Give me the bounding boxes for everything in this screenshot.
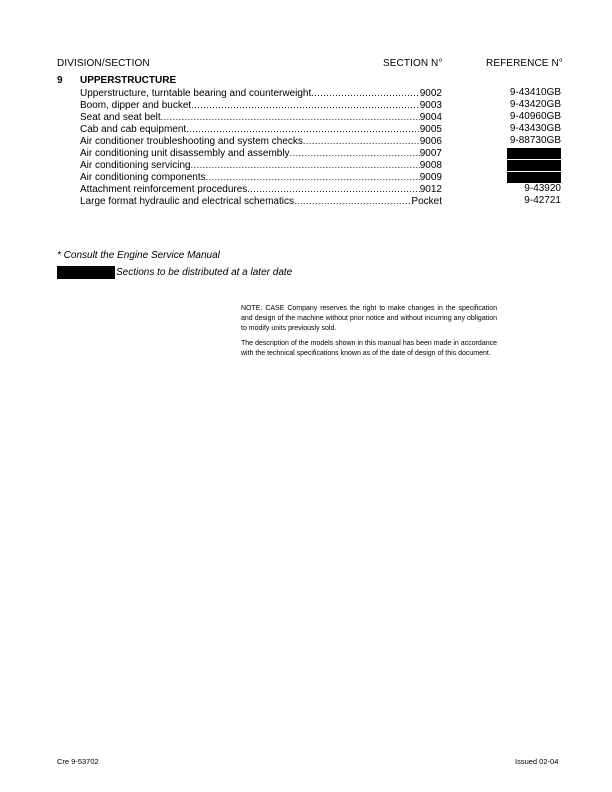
toc-row-section: 9005 [419, 124, 442, 135]
toc-row-reference: 9-43430GB [509, 123, 561, 134]
disclaimer-paragraph: NOTE: CASE Company reserves the right to make changes in the specification and design of the machine without prior notice and without incurring any obligation to modify units previously sold. [241, 305, 497, 332]
dot-leader [191, 99, 420, 111]
dot-leader [311, 87, 420, 99]
toc-row [80, 111, 442, 123]
toc-row-section: 9002 [419, 88, 442, 99]
toc-row [80, 147, 442, 159]
reference-redacted [480, 171, 561, 183]
toc-row-section: 9012 [419, 184, 442, 195]
toc-row [80, 159, 442, 171]
toc-list [80, 87, 442, 207]
toc-row-title: Air conditioning components [80, 172, 206, 183]
redaction-block [57, 266, 115, 279]
toc-row-reference: 9-40960GB [509, 111, 561, 122]
reference-redacted [480, 147, 561, 159]
toc-row [80, 183, 442, 195]
dot-leader [247, 183, 419, 195]
toc-row-section: 9004 [419, 112, 442, 123]
footer-code: Cre 9-53702 [57, 757, 99, 766]
redaction-block [507, 148, 561, 159]
toc-row-reference: 9-43410GB [509, 87, 561, 98]
toc-row-title: Seat and seat belt [80, 112, 161, 123]
dot-leader [206, 171, 420, 183]
later-note [57, 266, 292, 279]
toc-row-title: Cab and cab equipment [80, 124, 187, 135]
dot-leader [303, 135, 420, 147]
toc-row-title: Upperstructure, turntable bearing and counterweight [80, 88, 312, 99]
toc-row-reference: 9-43920 [524, 183, 561, 194]
toc-row-section: 9009 [419, 172, 442, 183]
toc-row-title: Large format hydraulic and electrical schematics [80, 196, 294, 207]
toc-row-reference: 9-42721 [524, 195, 561, 206]
toc-row-reference: 9-88730GB [509, 135, 561, 146]
toc-row [80, 171, 442, 183]
redaction-block [507, 160, 561, 171]
toc-row-title: Attachment reinforcement procedures [80, 184, 248, 195]
toc-row-section: 9006 [419, 136, 442, 147]
later-note-text: Sections to be distributed at a later date [116, 267, 293, 278]
dot-leader [290, 147, 420, 159]
dot-leader [294, 195, 411, 207]
toc-row-section: 9007 [419, 148, 442, 159]
toc-row [80, 135, 442, 147]
division-number: 9 [57, 75, 63, 86]
toc-row-title: Air conditioner troubleshooting and system checks [80, 136, 303, 147]
reference-redacted [480, 159, 561, 171]
header-reference: REFERENCE N° [486, 58, 563, 69]
toc-row-title: Boom, dipper and bucket [80, 100, 192, 111]
dot-leader [191, 159, 420, 171]
header-division: DIVISION/SECTION [57, 58, 150, 69]
description-paragraph: The description of the models shown in this manual has been made in accordance with the technical specifications known as of the date of design of this document. [241, 340, 497, 357]
toc-row-reference: 9-43420GB [509, 99, 561, 110]
toc-row-title: Air conditioning servicing [80, 160, 191, 171]
toc-row [80, 87, 442, 99]
reference-list [480, 87, 561, 207]
header-section: SECTION N° [383, 58, 443, 69]
engine-note: * Consult the Engine Service Manual [57, 250, 220, 261]
toc-row-title: Air conditioning unit disassembly and assembly [80, 148, 290, 159]
dot-leader [161, 111, 420, 123]
toc-row [80, 99, 442, 111]
toc-row [80, 195, 442, 207]
toc-row [80, 123, 442, 135]
toc-row-section: 9003 [419, 100, 442, 111]
dot-leader [186, 123, 420, 135]
toc-row-section: 9008 [419, 160, 442, 171]
toc-row-section: Pocket [411, 196, 442, 207]
division-title: UPPERSTRUCTURE [80, 75, 177, 86]
redaction-block [507, 172, 561, 183]
footer-issued: Issued 02-04 [515, 757, 559, 766]
